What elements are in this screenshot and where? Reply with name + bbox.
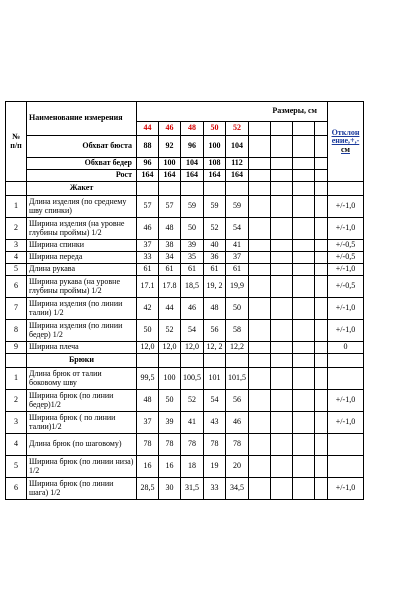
row-tolerance: +/-1,0 xyxy=(328,320,364,342)
row-value: 16 xyxy=(159,456,181,478)
num-label: № п/п xyxy=(10,132,22,150)
row-value: 50 xyxy=(159,390,181,412)
empty-cell xyxy=(159,354,181,368)
empty-cell xyxy=(315,434,328,456)
section-spacer xyxy=(6,182,27,196)
empty-cell xyxy=(293,298,315,320)
row-value: 48 xyxy=(204,298,226,320)
empty-cell xyxy=(315,122,328,136)
empty-cell xyxy=(181,182,204,196)
row-value: 34,5 xyxy=(226,478,249,500)
row-tolerance: +/-1,0 xyxy=(328,412,364,434)
row-value: 18,5 xyxy=(181,276,204,298)
row-value: 52 xyxy=(159,320,181,342)
row-value: 18 xyxy=(181,456,204,478)
row-value: 58 xyxy=(226,320,249,342)
row-value: 56 xyxy=(204,320,226,342)
row-value: 19,9 xyxy=(226,276,249,298)
row-value: 37 xyxy=(226,252,249,264)
row-tolerance: +/-0,5 xyxy=(328,276,364,298)
row-tolerance: +/-1,0 xyxy=(328,390,364,412)
measure-value: 164 xyxy=(181,170,204,182)
sizes-header: Размеры, см xyxy=(137,102,328,122)
measure-value: 100 xyxy=(159,158,181,170)
row-value: 33 xyxy=(137,252,159,264)
row-tolerance: +/-1,0 xyxy=(328,298,364,320)
row-value: 43 xyxy=(204,412,226,434)
row-value: 50 xyxy=(226,298,249,320)
empty-cell xyxy=(249,182,271,196)
row-number: 5 xyxy=(6,264,27,276)
row-value: 100 xyxy=(159,368,181,390)
row-value: 42 xyxy=(137,298,159,320)
empty-cell xyxy=(204,182,226,196)
empty-cell xyxy=(293,218,315,240)
row-value: 54 xyxy=(181,320,204,342)
row-name: Длина брюк (по шаговому) xyxy=(27,434,137,456)
empty-cell xyxy=(159,182,181,196)
row-value: 30 xyxy=(159,478,181,500)
empty-cell xyxy=(328,182,364,196)
empty-cell xyxy=(271,122,293,136)
empty-cell xyxy=(249,368,271,390)
row-value: 101 xyxy=(204,368,226,390)
measure-value: 108 xyxy=(204,158,226,170)
tolerance-header xyxy=(328,102,364,182)
row-tolerance: +/-0,5 xyxy=(328,240,364,252)
empty-cell xyxy=(293,196,315,218)
row-number: 2 xyxy=(6,390,27,412)
row-value: 59 xyxy=(226,196,249,218)
empty-cell xyxy=(315,240,328,252)
row-tolerance: +/-1,0 xyxy=(328,218,364,240)
empty-cell xyxy=(293,434,315,456)
measure-value: 164 xyxy=(137,170,159,182)
empty-cell xyxy=(271,434,293,456)
empty-cell xyxy=(293,170,315,182)
row-number: 6 xyxy=(6,478,27,500)
row-value: 39 xyxy=(181,240,204,252)
row-value: 100,5 xyxy=(181,368,204,390)
row-number: 1 xyxy=(6,368,27,390)
row-value: 78 xyxy=(204,434,226,456)
empty-cell xyxy=(315,218,328,240)
measure-value: 164 xyxy=(226,170,249,182)
empty-cell xyxy=(293,122,315,136)
section-title: Брюки xyxy=(27,354,137,368)
empty-cell xyxy=(271,412,293,434)
empty-cell xyxy=(249,170,271,182)
empty-cell xyxy=(271,252,293,264)
row-value: 36 xyxy=(204,252,226,264)
row-value: 59 xyxy=(204,196,226,218)
row-value: 78 xyxy=(137,434,159,456)
empty-cell xyxy=(293,136,315,158)
empty-cell xyxy=(315,354,328,368)
measure-value: 92 xyxy=(159,136,181,158)
row-value: 61 xyxy=(137,264,159,276)
empty-cell xyxy=(249,276,271,298)
row-name: Ширина брюк (по линии бедер)1/2 xyxy=(27,390,137,412)
measure-value: 104 xyxy=(226,136,249,158)
empty-cell xyxy=(249,158,271,170)
row-name: Ширина изделия (на уровне глубины проймы) 1/2 xyxy=(27,218,137,240)
num-header xyxy=(6,102,27,182)
row-number: 7 xyxy=(6,298,27,320)
row-value: 41 xyxy=(226,240,249,252)
empty-cell xyxy=(181,354,204,368)
empty-cell xyxy=(249,320,271,342)
row-value: 50 xyxy=(137,320,159,342)
empty-cell xyxy=(271,276,293,298)
measure-value: 96 xyxy=(181,136,204,158)
row-value: 12,0 xyxy=(159,342,181,354)
row-number: 9 xyxy=(6,342,27,354)
row-value: 101,5 xyxy=(226,368,249,390)
size-52: 52 xyxy=(226,122,249,136)
row-name: Ширина брюк (по линии шага) 1/2 xyxy=(27,478,137,500)
row-name: Ширина изделия (по линии талии) 1/2 xyxy=(27,298,137,320)
row-value: 61 xyxy=(226,264,249,276)
empty-cell xyxy=(315,252,328,264)
empty-cell xyxy=(249,298,271,320)
row-value: 12,2 xyxy=(226,342,249,354)
row-value: 35 xyxy=(181,252,204,264)
empty-cell xyxy=(137,182,159,196)
row-value: 39 xyxy=(159,412,181,434)
row-number: 4 xyxy=(6,252,27,264)
empty-cell xyxy=(293,412,315,434)
row-tolerance: +/-1,0 xyxy=(328,196,364,218)
measure-label: Обхват бюста xyxy=(27,136,137,158)
empty-cell xyxy=(249,196,271,218)
empty-cell xyxy=(271,264,293,276)
row-value: 19, 2 xyxy=(204,276,226,298)
empty-cell xyxy=(249,264,271,276)
empty-cell xyxy=(293,456,315,478)
empty-cell xyxy=(271,136,293,158)
row-name: Длина рукава xyxy=(27,264,137,276)
empty-cell xyxy=(293,240,315,252)
size-50: 50 xyxy=(204,122,226,136)
empty-cell xyxy=(293,182,315,196)
empty-cell xyxy=(249,342,271,354)
empty-cell xyxy=(271,196,293,218)
size-44: 44 xyxy=(137,122,159,136)
row-value: 56 xyxy=(226,390,249,412)
empty-cell xyxy=(271,456,293,478)
empty-cell xyxy=(271,390,293,412)
empty-cell xyxy=(271,298,293,320)
size-46: 46 xyxy=(159,122,181,136)
measure-label: Рост xyxy=(27,170,137,182)
empty-cell xyxy=(315,456,328,478)
empty-cell xyxy=(293,354,315,368)
row-number: 3 xyxy=(6,240,27,252)
empty-cell xyxy=(293,478,315,500)
empty-cell xyxy=(315,276,328,298)
empty-cell xyxy=(315,478,328,500)
empty-cell xyxy=(271,170,293,182)
empty-cell xyxy=(249,122,271,136)
section-title: Жакет xyxy=(27,182,137,196)
row-value: 40 xyxy=(204,240,226,252)
empty-cell xyxy=(271,158,293,170)
row-value: 12,0 xyxy=(181,342,204,354)
row-number: 1 xyxy=(6,196,27,218)
empty-cell xyxy=(293,390,315,412)
row-number: 3 xyxy=(6,412,27,434)
empty-cell xyxy=(226,182,249,196)
row-value: 78 xyxy=(226,434,249,456)
row-tolerance xyxy=(328,434,364,456)
empty-cell xyxy=(271,182,293,196)
row-value: 44 xyxy=(159,298,181,320)
row-value: 57 xyxy=(159,196,181,218)
empty-cell xyxy=(293,368,315,390)
name-header: Наименование измерения xyxy=(27,102,137,136)
row-value: 48 xyxy=(137,390,159,412)
empty-cell xyxy=(249,240,271,252)
empty-cell xyxy=(293,276,315,298)
empty-cell xyxy=(315,264,328,276)
row-number: 6 xyxy=(6,276,27,298)
row-number: 4 xyxy=(6,434,27,456)
row-value: 57 xyxy=(137,196,159,218)
row-value: 59 xyxy=(181,196,204,218)
empty-cell xyxy=(293,320,315,342)
row-value: 61 xyxy=(159,264,181,276)
empty-cell xyxy=(204,354,226,368)
empty-cell xyxy=(315,158,328,170)
empty-cell xyxy=(271,240,293,252)
row-tolerance xyxy=(328,456,364,478)
row-name: Ширина спинки xyxy=(27,240,137,252)
section-spacer xyxy=(6,354,27,368)
measure-value: 96 xyxy=(137,158,159,170)
empty-cell xyxy=(271,320,293,342)
row-name: Ширина брюк ( по линии талии)1/2 xyxy=(27,412,137,434)
measure-label: Обхват бедер xyxy=(27,158,137,170)
row-value: 37 xyxy=(137,240,159,252)
row-value: 54 xyxy=(226,218,249,240)
measure-value: 88 xyxy=(137,136,159,158)
row-value: 78 xyxy=(159,434,181,456)
empty-cell xyxy=(293,264,315,276)
row-value: 48 xyxy=(159,218,181,240)
tolerance-label-part: см xyxy=(341,144,350,154)
row-value: 46 xyxy=(137,218,159,240)
empty-cell xyxy=(249,252,271,264)
row-name: Ширина брюк (по линии низа) 1/2 xyxy=(27,456,137,478)
row-value: 54 xyxy=(204,390,226,412)
empty-cell xyxy=(271,368,293,390)
row-name: Длина изделия (по среднему шву спинки) xyxy=(27,196,137,218)
row-name: Ширина рукава (на уровне глубины проймы) 1/2 xyxy=(27,276,137,298)
measure-value: 104 xyxy=(181,158,204,170)
row-name: Ширина переда xyxy=(27,252,137,264)
empty-cell xyxy=(315,320,328,342)
empty-cell xyxy=(328,354,364,368)
row-value: 41 xyxy=(181,412,204,434)
row-tolerance: +/-0,5 xyxy=(328,252,364,264)
empty-cell xyxy=(249,412,271,434)
empty-cell xyxy=(293,158,315,170)
empty-cell xyxy=(315,136,328,158)
empty-cell xyxy=(249,136,271,158)
row-tolerance xyxy=(328,368,364,390)
row-number: 5 xyxy=(6,456,27,478)
row-number: 8 xyxy=(6,320,27,342)
row-name: Ширина изделия (по линии бедер) 1/2 xyxy=(27,320,137,342)
row-tolerance: +/-1,0 xyxy=(328,478,364,500)
row-value: 28,5 xyxy=(137,478,159,500)
row-value: 46 xyxy=(181,298,204,320)
measure-value: 164 xyxy=(159,170,181,182)
empty-cell xyxy=(249,218,271,240)
empty-cell xyxy=(249,478,271,500)
empty-cell xyxy=(315,182,328,196)
empty-cell xyxy=(271,342,293,354)
row-value: 78 xyxy=(181,434,204,456)
row-value: 52 xyxy=(181,390,204,412)
empty-cell xyxy=(271,478,293,500)
row-value: 37 xyxy=(137,412,159,434)
row-value: 50 xyxy=(181,218,204,240)
measure-value: 112 xyxy=(226,158,249,170)
row-value: 46 xyxy=(226,412,249,434)
row-value: 52 xyxy=(204,218,226,240)
row-tolerance: +/-1,0 xyxy=(328,264,364,276)
row-value: 19 xyxy=(204,456,226,478)
empty-cell xyxy=(271,354,293,368)
empty-cell xyxy=(293,252,315,264)
row-value: 34 xyxy=(159,252,181,264)
empty-cell xyxy=(249,434,271,456)
empty-cell xyxy=(137,354,159,368)
row-value: 33 xyxy=(204,478,226,500)
row-value: 17.1 xyxy=(137,276,159,298)
measurement-table xyxy=(5,101,364,500)
row-value: 38 xyxy=(159,240,181,252)
empty-cell xyxy=(315,368,328,390)
row-value: 61 xyxy=(204,264,226,276)
row-value: 17.8 xyxy=(159,276,181,298)
size-48: 48 xyxy=(181,122,204,136)
row-name: Длина брюк от талии боковому шву xyxy=(27,368,137,390)
empty-cell xyxy=(315,412,328,434)
row-value: 99,5 xyxy=(137,368,159,390)
row-number: 2 xyxy=(6,218,27,240)
row-value: 12,0 xyxy=(137,342,159,354)
tolerance-label-part: Отклон xyxy=(331,127,360,137)
measure-value: 164 xyxy=(204,170,226,182)
row-name: Ширина плеча xyxy=(27,342,137,354)
row-value: 16 xyxy=(137,456,159,478)
row-value: 20 xyxy=(226,456,249,478)
empty-cell xyxy=(315,342,328,354)
row-value: 12, 2 xyxy=(204,342,226,354)
tolerance-label-part: ение,+,- xyxy=(331,136,360,146)
empty-cell xyxy=(315,196,328,218)
empty-cell xyxy=(315,170,328,182)
row-tolerance: 0 xyxy=(328,342,364,354)
empty-cell xyxy=(249,390,271,412)
row-value: 31,5 xyxy=(181,478,204,500)
empty-cell xyxy=(293,342,315,354)
row-value: 61 xyxy=(181,264,204,276)
empty-cell xyxy=(271,218,293,240)
empty-cell xyxy=(249,354,271,368)
empty-cell xyxy=(226,354,249,368)
empty-cell xyxy=(315,298,328,320)
empty-cell xyxy=(315,390,328,412)
empty-cell xyxy=(249,456,271,478)
measure-value: 100 xyxy=(204,136,226,158)
